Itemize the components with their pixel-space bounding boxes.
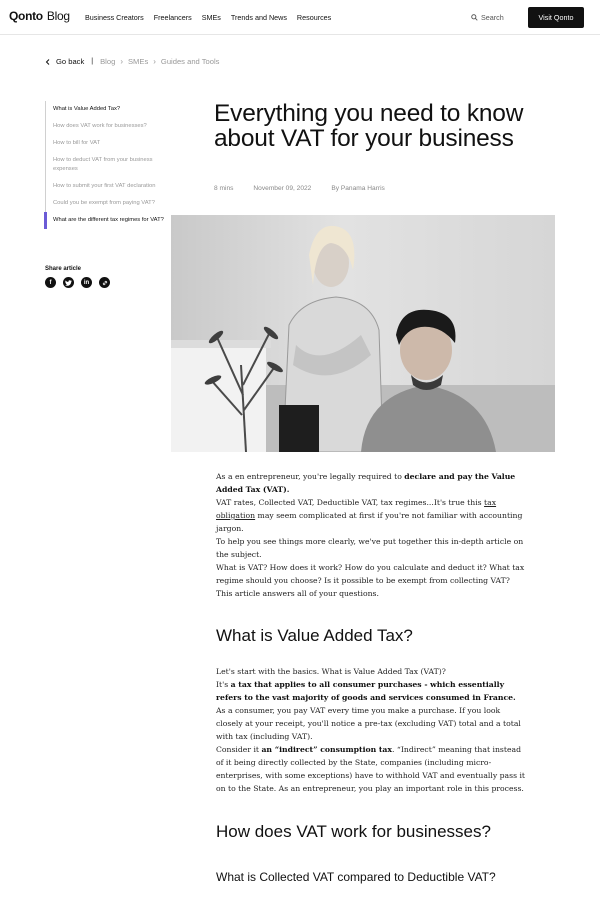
heading-how-vat-works: How does VAT work for businesses? bbox=[216, 822, 491, 841]
nav-business-creators[interactable]: Business Creators bbox=[85, 13, 144, 22]
search-icon bbox=[471, 14, 478, 21]
breadcrumb-blog[interactable]: Blog bbox=[100, 57, 116, 66]
nav-freelancers[interactable]: Freelancers bbox=[153, 13, 192, 22]
intro-paragraph: This article answers all of your questions. bbox=[216, 589, 379, 598]
toc-item[interactable]: Could you be exempt from paying VAT? bbox=[53, 200, 155, 206]
article-meta bbox=[214, 185, 385, 192]
breadcrumb-guides-and-tools[interactable]: Guides and Tools bbox=[160, 57, 220, 66]
share-article bbox=[45, 266, 110, 288]
heading-collected-vs-deductible: What is Collected VAT compared to Deductible VAT? bbox=[216, 870, 496, 884]
breadcrumb bbox=[45, 57, 219, 66]
section-paragraph: As a consumer, you pay VAT every time you make a purchase. If you look closely at your receipt, you'll notice a pre-tax (excluding VAT) total and a total with tax (including VAT). bbox=[216, 706, 521, 741]
share-icons bbox=[45, 277, 110, 288]
heading-what-is-vat: What is Value Added Tax? bbox=[216, 626, 413, 645]
chevron-right-icon: › bbox=[120, 57, 123, 66]
section-paragraph: Consider it an “indirect” consumption tax. “Indirect” meaning that instead of it being directly collected by the State, companies (including micro-enterprises, with some exceptions) have to withhold VAT and eventually pass it on to the State. As an entrepreneur, you play an important role in this process. bbox=[216, 745, 525, 793]
toc-item-active[interactable]: What are the different tax regimes for VAT? bbox=[44, 212, 165, 229]
visit-qonto-button[interactable]: Visit Qonto bbox=[528, 7, 584, 28]
article-intro bbox=[216, 470, 526, 600]
hero-photo bbox=[171, 215, 555, 452]
hero-photo-drawing bbox=[171, 215, 555, 452]
table-of-contents bbox=[45, 101, 165, 229]
chevron-left-icon bbox=[45, 59, 51, 65]
qonto-blog-logo[interactable]: Qonto Blog bbox=[9, 9, 70, 23]
nav-resources[interactable]: Resources bbox=[296, 13, 332, 22]
tax-obligation-link[interactable]: tax obligation bbox=[216, 498, 497, 520]
go-back-link[interactable]: Go back bbox=[45, 57, 84, 66]
main-nav bbox=[85, 13, 341, 22]
section-what-is-vat bbox=[216, 665, 526, 795]
breadcrumb-smes[interactable]: SMEs bbox=[127, 57, 149, 66]
publish-date: November 09, 2022 bbox=[253, 185, 312, 192]
linkedin-icon[interactable]: in bbox=[81, 277, 92, 288]
nav-smes[interactable]: SMEs bbox=[201, 13, 221, 22]
breadcrumb-divider: | bbox=[91, 58, 94, 65]
section-paragraph: It's a tax that applies to all consumer purchases - which essentially refers to the vast majority of goods and services consumed in France. bbox=[216, 680, 516, 702]
intro-paragraph: To help you see things more clearly, we've put together this in-depth article on the subject. bbox=[216, 537, 524, 559]
facebook-icon[interactable]: f bbox=[45, 277, 56, 288]
link-icon[interactable] bbox=[99, 277, 110, 288]
top-header bbox=[0, 0, 600, 35]
section-paragraph: Let's start with the basics. What is Value Added Tax (VAT)? bbox=[216, 667, 446, 676]
twitter-icon[interactable] bbox=[63, 277, 74, 288]
search-label: Search bbox=[481, 13, 504, 22]
toc-item[interactable]: How to deduct VAT from your business expenses bbox=[53, 157, 153, 172]
read-time: 8 mins bbox=[214, 185, 234, 192]
intro-paragraph: As a en entrepreneur, you're legally required to declare and pay the Value Added Tax (VAT). bbox=[216, 472, 516, 494]
article-title: Everything you need to know about VAT for your business bbox=[214, 100, 524, 152]
toc-item[interactable]: What is Value Added Tax? bbox=[53, 106, 121, 112]
nav-trends-and-news[interactable]: Trends and News bbox=[230, 13, 287, 22]
share-label: Share article bbox=[45, 266, 82, 272]
author: By Panama Harris bbox=[331, 185, 385, 192]
search-button[interactable] bbox=[471, 13, 504, 22]
chevron-right-icon: › bbox=[153, 57, 156, 66]
toc-item[interactable]: How does VAT work for businesses? bbox=[53, 123, 147, 129]
intro-paragraph: VAT rates, Collected VAT, Deductible VAT, tax regimes...It's true this tax obligation may seem complicated at first if you're not familiar with accounting jargon. bbox=[216, 498, 523, 533]
toc-item[interactable]: How to bill for VAT bbox=[53, 140, 101, 146]
toc-item[interactable]: How to submit your first VAT declaration bbox=[53, 183, 156, 189]
intro-paragraph: What is VAT? How does it work? How do you calculate and deduct it? What tax regime should you choose? Is it possible to be exempt from collecting VAT? bbox=[216, 563, 525, 585]
